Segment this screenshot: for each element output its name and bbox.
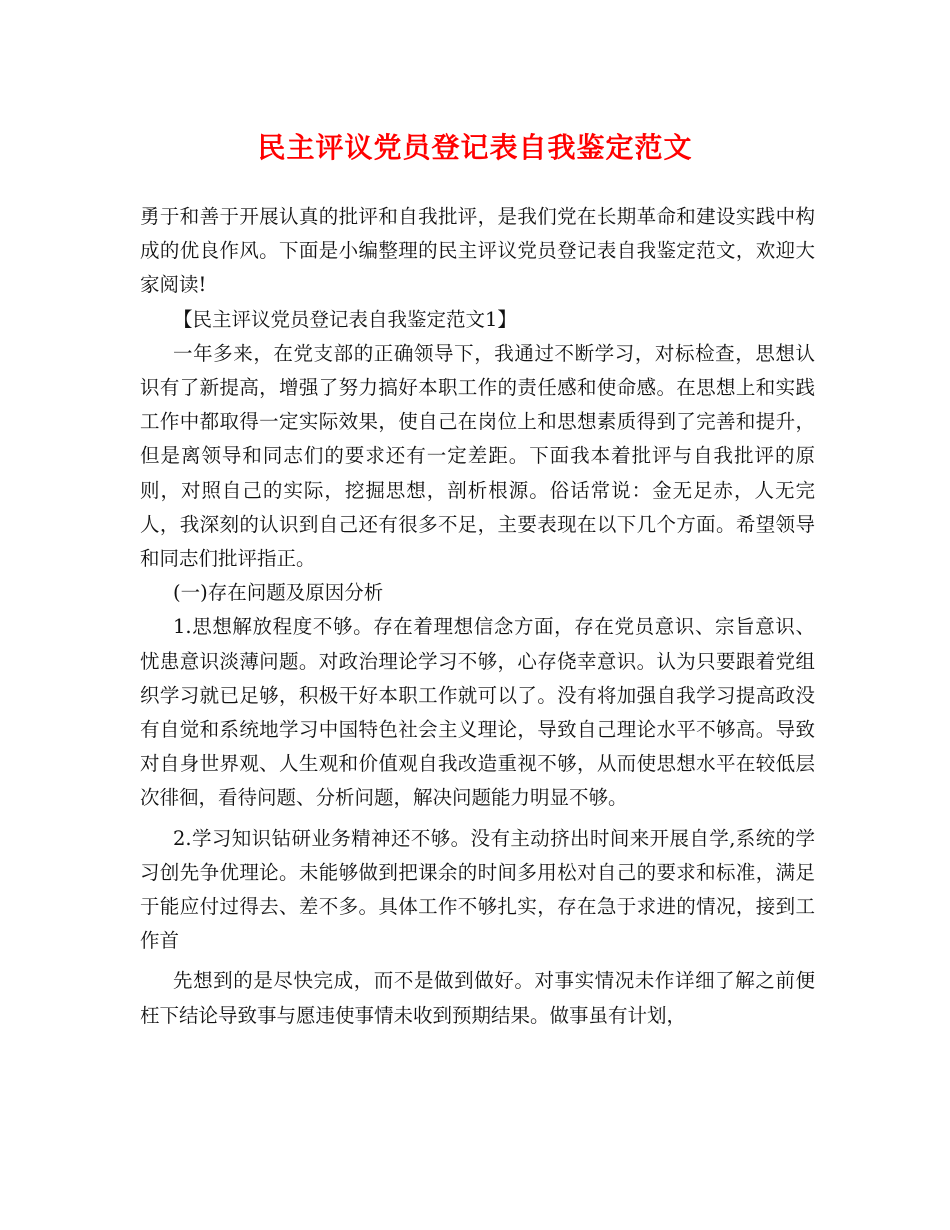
paragraph-intro: 勇于和善于开展认真的批评和自我批评，是我们党在长期革命和建设实践中构成的优良作风。下面是小编整理的民主评议党员登记表自我鉴定范文，欢迎大家阅读! [140, 205, 815, 297]
paragraph-overview: 一年多来，在党支部的正确领导下，我通过不断学习，对标检查，思想认识有了新提高，增强了努力搞好本职工作的责任感和使命感。在思想上和实践工作中都取得一定实际效果，使自己在岗位上和思想素质得到了完善和提升，但是离领导和同志们的要求还有一定差距。下面我本着批评与自我批评的原则，对照自己的实际，挖掘思想，剖析根源。俗话常说：金无足赤，人无完人，我深刻的认识到自己还有很多不足，主要表现在以下几个方面。希望领导和同志们批评指正。 [140, 341, 815, 571]
paragraph-point-2: 2.学习知识钻研业务精神还不够。没有主动挤出时间来开展自学,系统的学习创先争优理论。未能够做到把课余的时间多用松对自己的要求和标准，满足于能应付过得去、差不多。具体工作不够扎实，存在急于求进的情况，接到工作首 [140, 826, 815, 953]
document-title: 民主评议党员登记表自我鉴定范文 [257, 131, 693, 164]
paragraph-point-1: 1.思想解放程度不够。存在着理想信念方面，存在党员意识、宗旨意识、忧患意识淡薄问题。对政治理论学习不够，心存侥幸意识。认为只要跟着党组织学习就已足够，积极干好本职工作就可以了。没有将加强自我学习提高政没有自觉和系统地学习中国特色社会主义理论，导致自己理论水平不够高。导致对自身世界观、人生观和价值观自我改造重视不够，从而使思想水平在较低层次徘徊，看待问题、分析问题，解决问题能力明显不够。 [140, 615, 815, 810]
paragraph-subheading: (一)存在问题及原因分析 [173, 581, 384, 605]
paragraph-section-heading: 【民主评议党员登记表自我鉴定范文1】 [173, 307, 517, 331]
document-body [140, 200, 815, 1033]
paragraph-continuation: 先想到的是尽快完成，而不是做到做好。对事实情况未作详细了解之前便枉下结论导致事与愿违使事情未收到预期结果。做事虽有计划， [140, 969, 815, 1027]
